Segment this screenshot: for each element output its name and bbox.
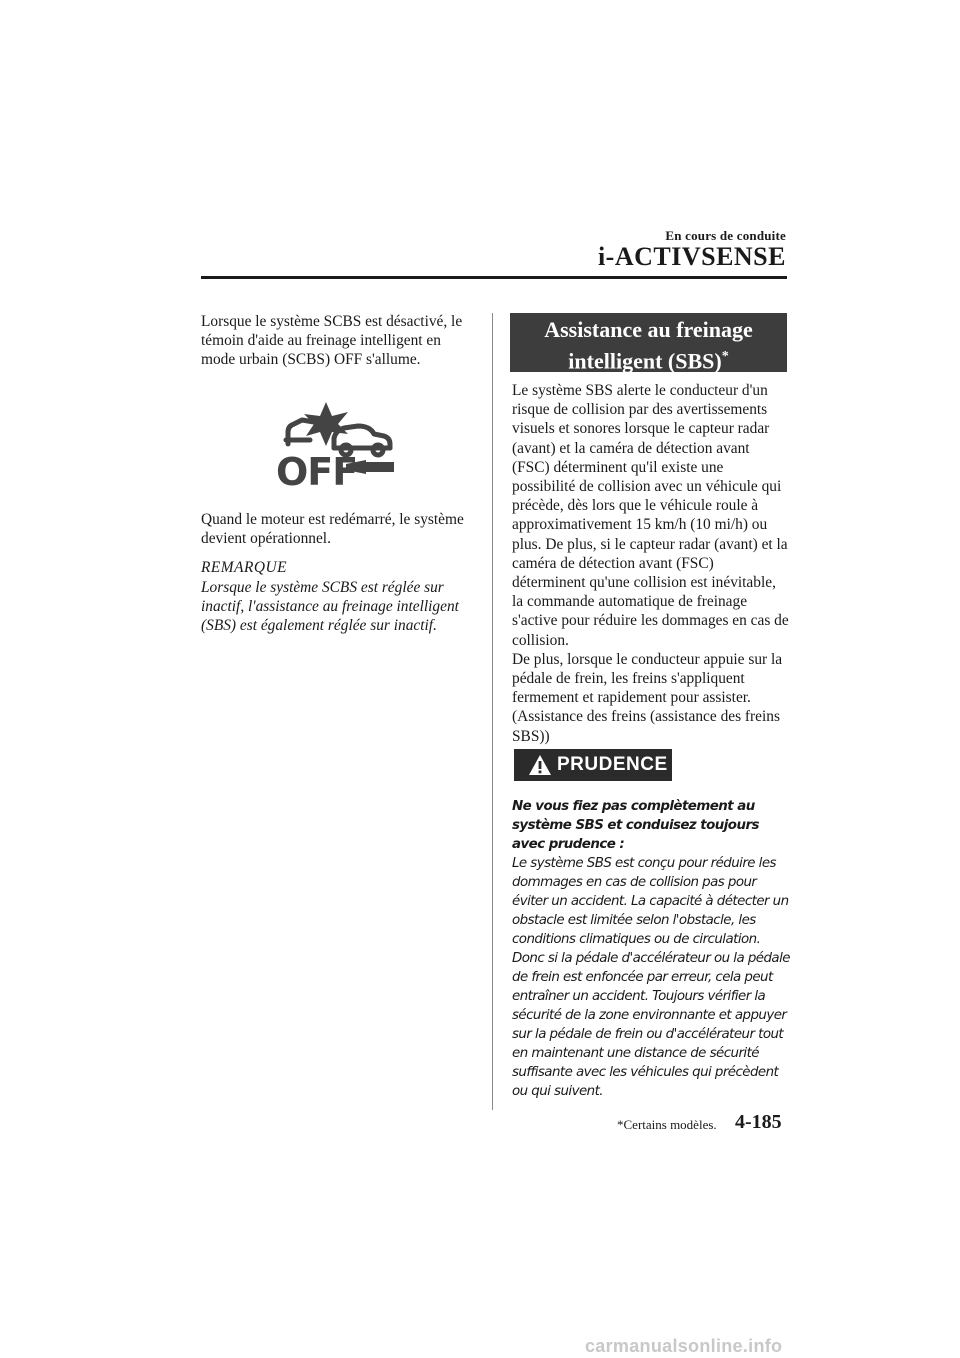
paragraph-restart: Quand le moteur est redémarré, le système devient opérationnel. bbox=[201, 511, 464, 548]
left-column bbox=[201, 312, 471, 370]
sbs-heading bbox=[510, 313, 787, 372]
sbs-brake-assist-paragraph: De plus, lorsque le conducteur appuie sur la pédale de frein, les freins s'appliquent fermement et rapidement pour assister. (Assistance des freins (assistance des freins SBS)) bbox=[512, 650, 783, 745]
header-rule bbox=[201, 276, 787, 279]
left-column-lower bbox=[201, 510, 471, 635]
caution-label: PRUDENCE bbox=[557, 754, 668, 775]
sbs-heading-line2: intelligent (SBS)* bbox=[568, 348, 729, 374]
sbs-intro-paragraph: Le système SBS alerte le conducteur d'un risque de collision par des avertissements visuels et sonores lorsque le capteur radar (avant) et la caméra de détection avant (FSC) déterminent qu'il existe une possibilité de collision avec un véhicule qui précède, dès lors que le véhicule roule à approximativement 15 km/h (10 mi/h) ou plus. De plus, si le capteur radar (avant) et la caméra de détection avant (FSC) déterminent qu'une collision est inévitable, la commande automatique de freinage s'active pour réduire les dommages en cas de collision. bbox=[512, 382, 789, 649]
warning-triangle-icon bbox=[528, 754, 552, 776]
caution-body: Le système SBS est conçu pour réduire les dommages en cas de collision pas pour éviter un accident. La capacité à détecter un obstacle est limitée selon l'obstacle, les conditions climatiques ou de circulation. Donc si la pédale d'accélérateur ou la pédale de frein est enfoncée par erreur, cela peut entraîner un accident. Toujours vérifier la sécurité de la zone environnante et appuyer sur la pédale de frein ou d'accélérateur tout en maintenant une distance de sécurité suffisante avec les véhicules qui précèdent ou qui suivent. bbox=[512, 856, 790, 1099]
column-divider bbox=[492, 313, 493, 1110]
note-heading: REMARQUE bbox=[201, 559, 288, 577]
page-number: 4-185 bbox=[735, 1111, 782, 1133]
scbs-off-warning-icon bbox=[274, 398, 396, 494]
watermark: carmanualsonline.info bbox=[585, 1336, 783, 1356]
paragraph-scbs-off: Lorsque le système SCBS est désactivé, le témoin d'aide au freinage intelligent en mode urbain (SCBS) OFF s'allume. bbox=[201, 313, 463, 369]
caution-text bbox=[512, 797, 794, 1101]
section-subtitle: En cours de conduite bbox=[665, 228, 786, 243]
certain-models-mark: * bbox=[721, 349, 729, 364]
section-title: i-ACTIVSENSE bbox=[597, 242, 786, 271]
off-label: OFF bbox=[276, 450, 358, 494]
note-text: Lorsque le système SCBS est réglée sur inactif, l'assistance au freinage intelligent (SBS) est également réglée sur inactif. bbox=[201, 578, 459, 635]
footnote: *Certains modèles. bbox=[617, 1117, 717, 1132]
caution-badge bbox=[514, 749, 672, 781]
sbs-intro bbox=[512, 381, 790, 746]
sbs-heading-line1: Assistance au freinage bbox=[544, 317, 753, 342]
caution-bold-statement: Ne vous fiez pas complètement au système SBS et conduisez toujours avec prudence : bbox=[512, 799, 759, 852]
